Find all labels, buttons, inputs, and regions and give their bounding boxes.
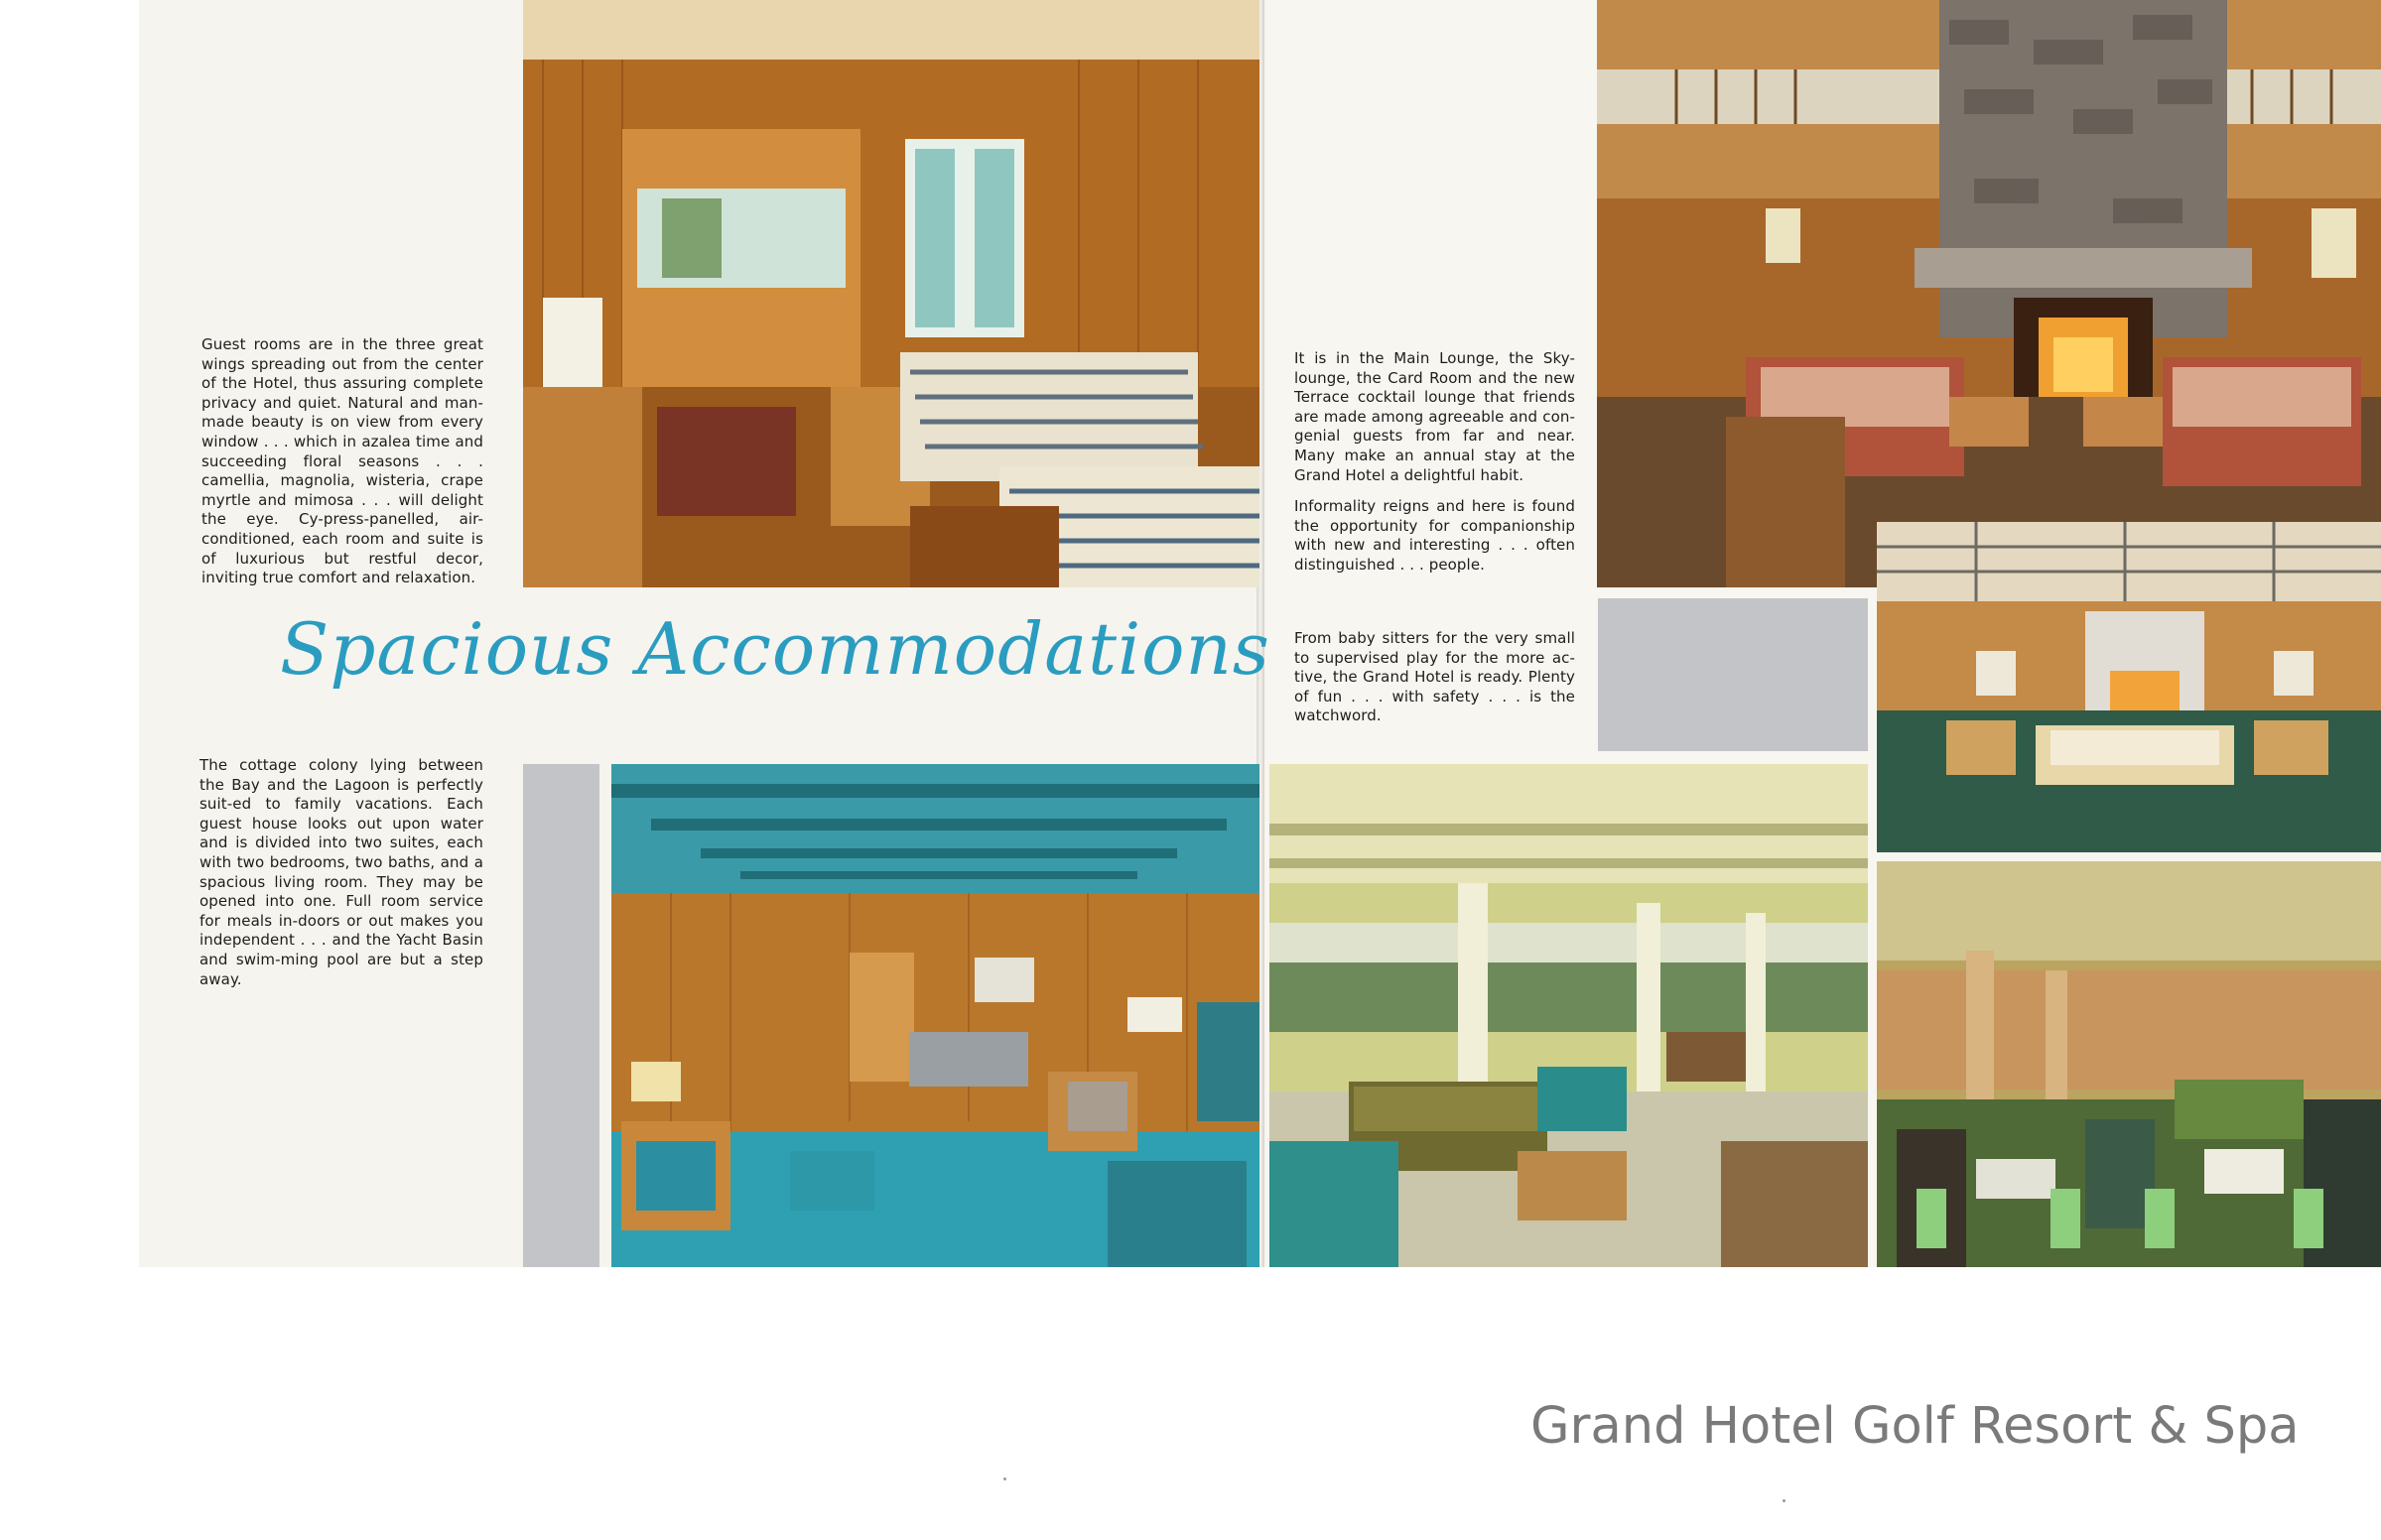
scan-speck bbox=[1783, 1499, 1786, 1502]
main-lounge-paragraph: It is in the Main Lounge, the Sky-lounge, the Card Room and the new Terrace cocktail lounge that friends are made among agreeable and con-genial guests from far and near. Many make an annual stay at the Grand Hotel a delightful habit. bbox=[1294, 349, 1575, 484]
photo-skylounge bbox=[1877, 522, 2381, 852]
photo-terrace-lounge bbox=[1269, 764, 1868, 1267]
baby-sitters-paragraph: From baby sitters for the very small to supervised play for the more ac-tive, the Grand Hotel is ready. Plenty of fun . . . with safety . . . is the watchword. bbox=[1294, 629, 1575, 725]
informality-paragraph: Informality reigns and here is found the opportunity for companionship with new and interesting . . . often distinguished . . . people. bbox=[1294, 497, 1575, 574]
headline-spacious-accommodations: Spacious Accommodations bbox=[280, 607, 1270, 691]
photo-cottage-living-room bbox=[611, 764, 1259, 1267]
gray-panel-right bbox=[1598, 598, 1868, 751]
cottage-colony-paragraph: The cottage colony lying between the Bay and the Lagoon is perfectly suit-ed to family vacations. Each guest house looks out upon water and is divided into two suites, each with two bedrooms, two baths, and a spacious living room. They may be opened into one. Full room service for meals in-doors or out makes you independent . . . and the Yacht Basin and swim-ming pool are but a step away. bbox=[199, 756, 483, 988]
watermark-text: Grand Hotel Golf Resort & Spa bbox=[1530, 1397, 2300, 1456]
photo-main-lounge bbox=[1597, 0, 2381, 587]
photo-guest-room bbox=[523, 0, 1259, 587]
gray-panel-left bbox=[523, 764, 599, 1267]
scan-speck bbox=[1003, 1477, 1006, 1480]
photo-card-room bbox=[1877, 861, 2381, 1267]
guest-rooms-paragraph: Guest rooms are in the three great wings spreading out from the center of the Hotel, thus assuring complete privacy and quiet. Natural and man-made beauty is on view from every window . . . which in azalea time and succeeding floral seasons . . . camellia, magnolia, wisteria, crape myrtle and mimosa . . . will delight the eye. Cy-press-panelled, air-conditioned, each room and suite is of luxurious but restful decor, inviting true comfort and relaxation. bbox=[201, 335, 483, 587]
